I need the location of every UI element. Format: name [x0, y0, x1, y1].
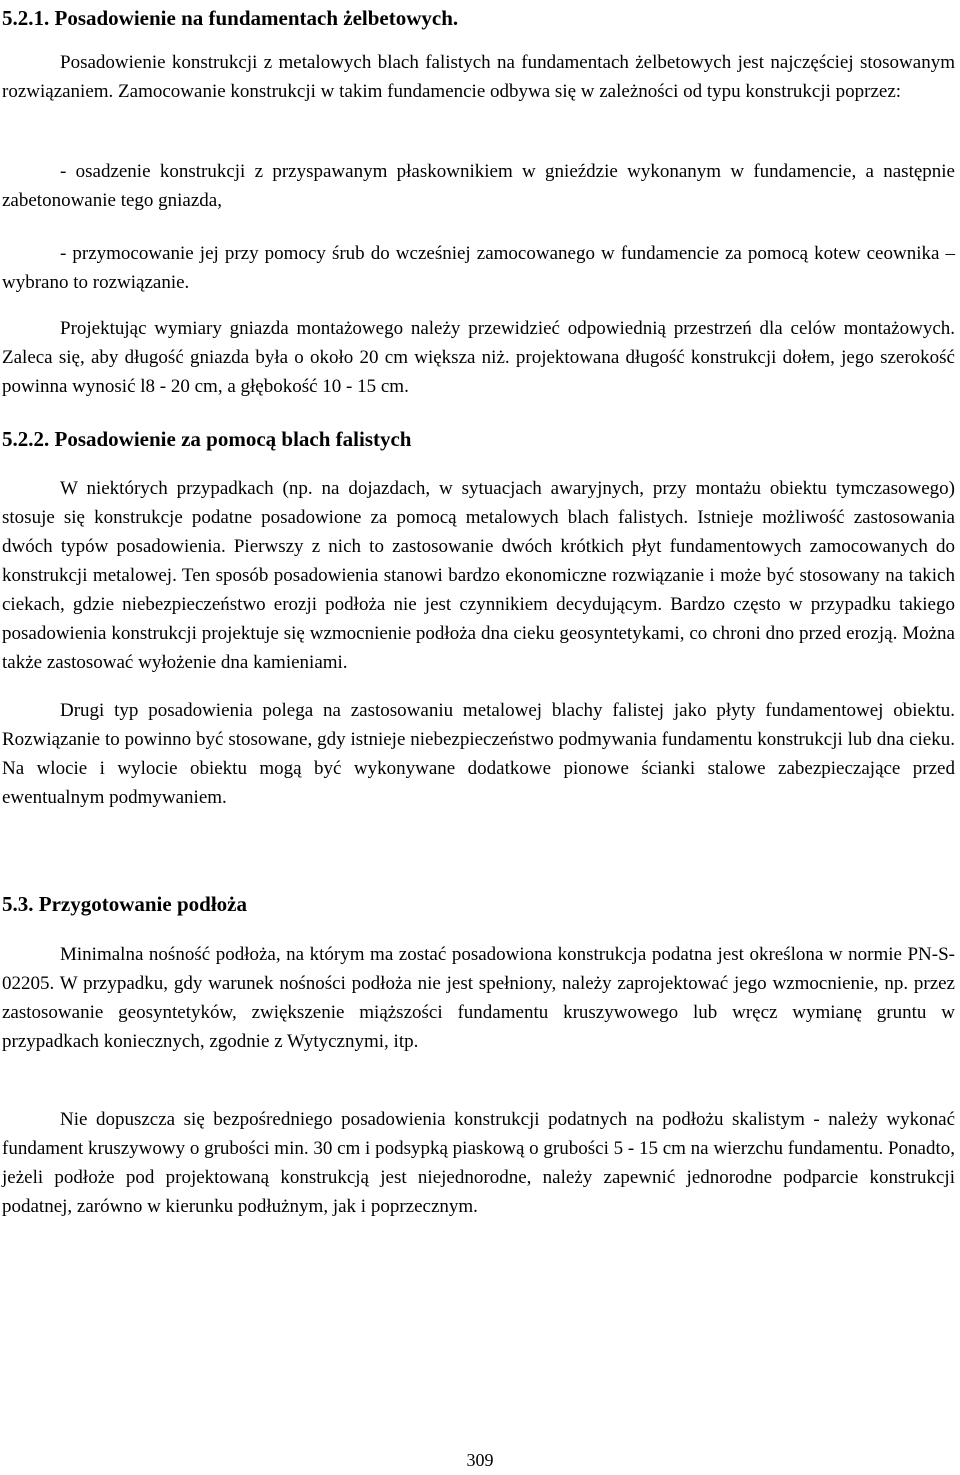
paragraph-5-2-1-intro: Posadowienie konstrukcji z metalowych blach falistych na fundamentach żelbetowych jest najczęściej stosowanym rozwiązaniem. Zamocowanie konstrukcji w takim fundamencie odbywa się w zależności od typu konstrukcji poprzez:	[2, 52, 955, 102]
list-item-osadzenie: - osadzenie konstrukcji z przyspawanym płaskownikiem w gnieździe wykonanym w fundamencie, a następnie zabetonowanie tego gniazda,	[2, 161, 955, 211]
heading-5-2-1: 5.2.1. Posadowienie na fundamentach żelbetowych.	[2, 6, 459, 30]
paragraph-gniazdo: Projektując wymiary gniazda montażowego należy przewidzieć odpowiednią przestrzeń dla celów montażowych. Zaleca się, aby długość gniazda była o około 20 cm większa niż. projektowana długość konstrukcji dołem, jego szerokość powinna wynosić l8 - 20 cm, a głębokość 10 - 15 cm.	[2, 318, 955, 397]
paragraph-5-3-podloze-skaliste: Nie dopuszcza się bezpośredniego posadowienia konstrukcji podatnych na podłożu skalistym - należy wykonać fundament kruszywowy o grubości min. 30 cm i podsypką piaskową o grubości 5 - 15 cm na wierzchu fundamentu. Ponadto, jeżeli podłoże pod projektowaną konstrukcją jest niejednorodne, należy zapewnić jednorodne podparcie konstrukcji podatnej, zarówno w kierunku podłużnym, jak i poprzecznym.	[2, 1109, 955, 1217]
page-number: 309	[466, 1450, 494, 1470]
paragraph-5-2-2-second-type: Drugi typ posadowienia polega na zastosowaniu metalowej blachy falistej jako płyty fundamentowej obiektu. Rozwiązanie to powinno być stosowane, gdy istnieje niebezpieczeństwo podmywania fundamentu konstrukcji lub dna cieku. Na wlocie i wylocie obiektu mogą być wykonywane dodatkowe pionowe ścianki stalowe zabezpieczające przed ewentualnym podmywaniem.	[2, 700, 955, 808]
paragraph-5-2-2-first-type: W niektórych przypadkach (np. na dojazdach, w sytuacjach awaryjnych, przy montażu obiektu tymczasowego) stosuje się konstrukcje podatne posadowione za pomocą metalowych blach falistych. Istnieje możliwość zastosowania dwóch typów posadowienia. Pierwszy z nich to zastosowanie dwóch krótkich płyt fundamentowych zamocowanych do konstrukcji metalowej. Ten sposób posadowienia stanowi bardzo ekonomiczne rozwiązanie i może być stosowany na takich ciekach, gdzie niebezpieczeństwo erozji podłoża nie jest czynnikiem decydującym. Bardzo często w przypadku takiego posadowienia konstrukcji projektuje się wzmocnienie podłoża dna cieku geosyntetykami, co chroni dno przed erozją. Można także zastosować wyłożenie dna kamieniami.	[2, 478, 955, 673]
paragraph-5-3-nosnosc: Minimalna nośność podłoża, na którym ma zostać posadowiona konstrukcja podatna jest określona w normie PN-S-02205. W przypadku, gdy warunek nośności podłoża nie jest spełniony, należy zaprojektować jego wzmocnienie, np. przez zastosowanie geosyntetyków, zwiększenie miąższości fundamentu kruszywowego lub wręcz wymianę gruntu w przypadkach koniecznych, zgodnie z Wytycznymi, itp.	[2, 944, 955, 1052]
heading-5-3: 5.3. Przygotowanie podłoża	[2, 892, 247, 916]
list-item-przymocowanie: - przymocowanie jej przy pomocy śrub do wcześniej zamocowanego w fundamencie za pomocą kotew ceownika – wybrano to rozwiązanie.	[2, 243, 955, 293]
heading-5-2-2: 5.2.2. Posadowienie za pomocą blach falistych	[2, 427, 412, 451]
